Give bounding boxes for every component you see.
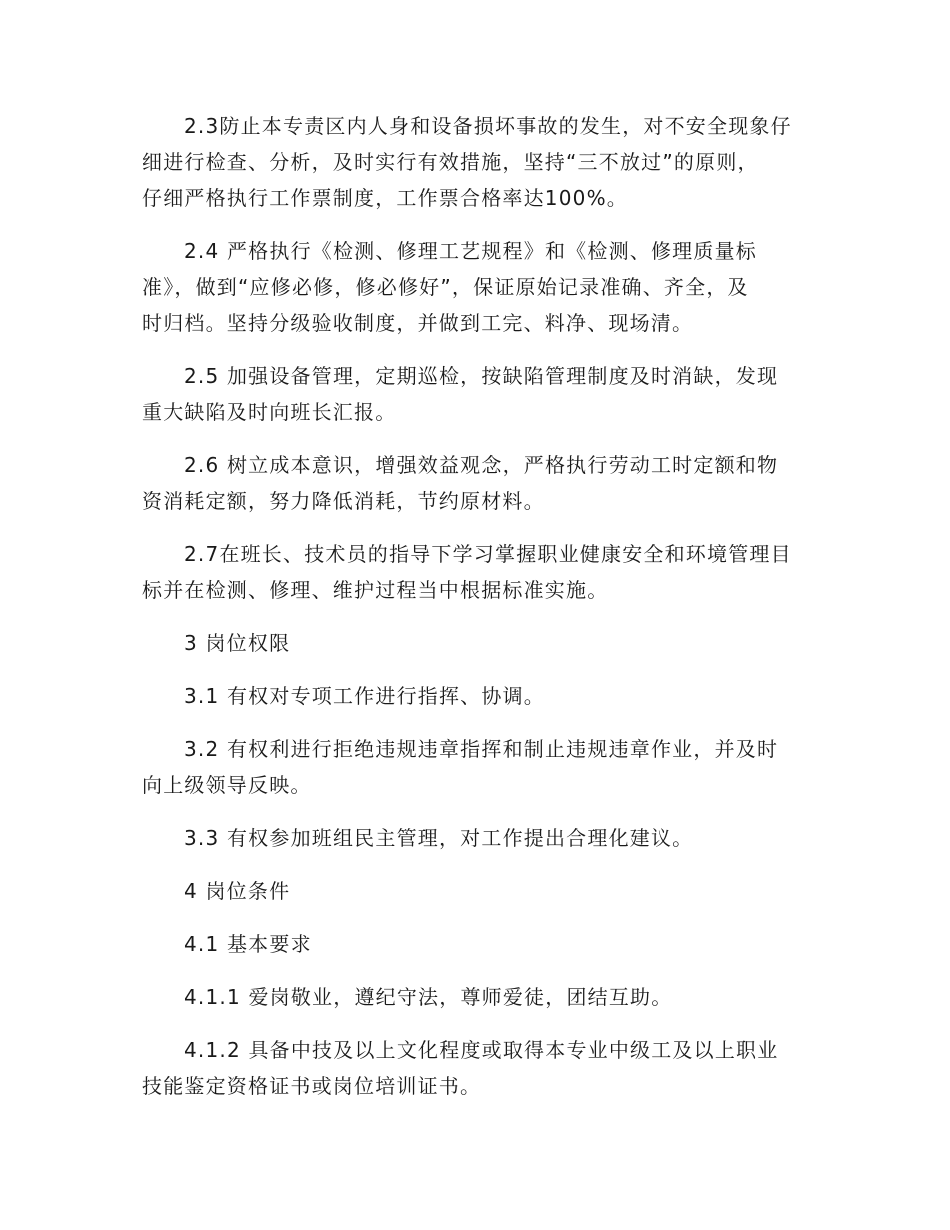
section-heading-4 [142,873,810,909]
paragraph-line: 2.7在班长、技术员的指导下学习掌握职业健康安全和环境管理目 [184,542,792,566]
paragraph-line: 2.6 树立成本意识，增强效益观念，严格执行劳动工时定额和物 [184,453,779,477]
heading-line: 4.1 基本要求 [184,932,312,956]
paragraph-line: 3.3 有权参加班组民主管理，对工作提出合理化建议。 [184,826,694,850]
paragraph-2-5 [142,358,810,430]
paragraph-line: 细进行检查、分析，及时实行有效措施，坚持“三不放过”的原则， [142,150,759,174]
paragraph-2-3 [142,108,810,216]
paragraph-line: 2.5 加强设备管理，定期巡检，按缺陷管理制度及时消缺，发现 [184,364,779,388]
paragraph-line: 3.2 有权利进行拒绝违规违章指挥和制止违规违章作业，并及时 [184,737,779,761]
paragraph-line: 重大缺陷及时向班长汇报。 [142,400,397,424]
paragraph-line: 4.1.1 爱岗敬业，遵纪守法，尊师爱徒，团结互助。 [184,985,673,1009]
document-body [142,108,810,1121]
paragraph-4-1-2 [142,1032,810,1104]
paragraph-3-2 [142,731,810,803]
paragraph-line: 准》，做到“应修必修，修必修好”，保证原始记录准确、齐全，及 [142,275,749,299]
paragraph-line: 3.1 有权对专项工作进行指挥、协调。 [184,684,545,708]
heading-line: 4 岗位条件 [184,879,291,903]
heading-line: 3 岗位权限 [184,631,291,655]
paragraph-4-1-1 [142,979,810,1015]
paragraph-3-1 [142,678,810,714]
paragraph-line: 资消耗定额，努力降低消耗，节约原材料。 [142,489,545,513]
paragraph-line: 时归档。坚持分级验收制度，并做到工完、料净、现场清。 [142,311,694,335]
paragraph-line: 4.1.2 具备中技及以上文化程度或取得本专业中级工及以上职业 [184,1038,779,1062]
section-heading-3 [142,625,810,661]
paragraph-3-3 [142,820,810,856]
paragraph-line: 技能鉴定资格证书或岗位培训证书。 [142,1074,482,1098]
paragraph-2-4 [142,233,810,341]
subsection-heading-4-1 [142,926,810,962]
paragraph-line: 向上级领导反映。 [142,773,312,797]
paragraph-2-6 [142,447,810,519]
paragraph-line: 仔细严格执行工作票制度，工作票合格率达100%。 [142,186,628,210]
paragraph-line: 2.4 严格执行《检测、修理工艺规程》和《检测、修理质量标 [184,239,757,263]
paragraph-line: 标并在检测、修理、维护过程当中根据标准实施。 [142,578,609,602]
paragraph-2-7 [142,536,810,608]
paragraph-line: 2.3防止本专责区内人身和设备损坏事故的发生，对不安全现象仔 [184,114,792,138]
